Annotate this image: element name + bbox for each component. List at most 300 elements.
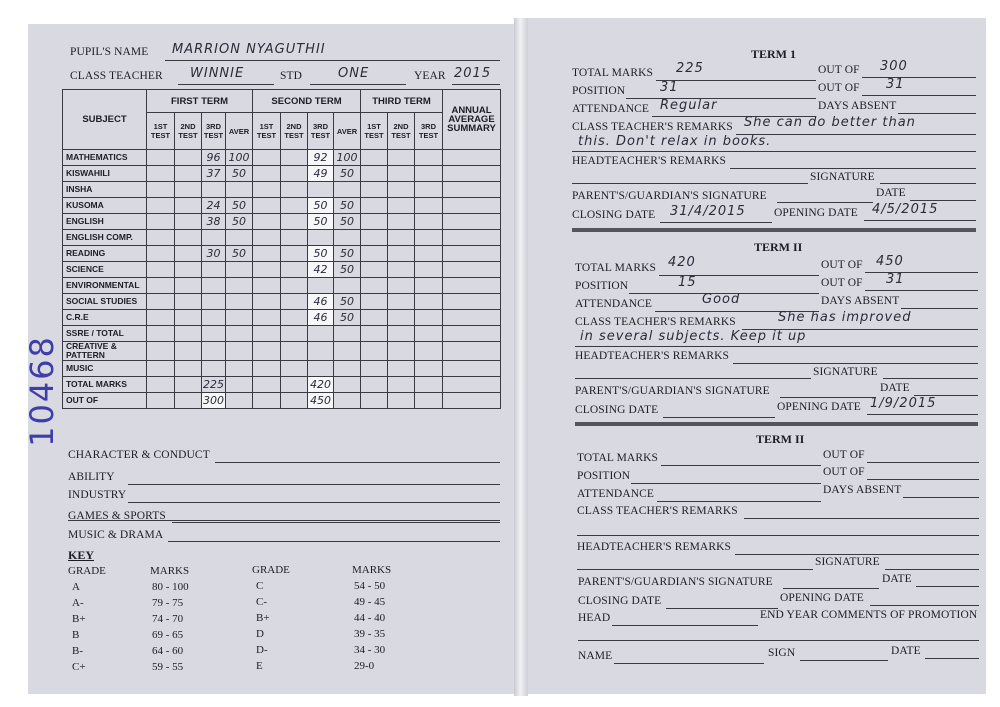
t2-3rd-cell <box>308 342 334 361</box>
subject-cell: MUSIC <box>63 361 147 377</box>
t1-1st-cell <box>147 326 175 342</box>
t1-2nd-cell <box>175 166 202 182</box>
key-grade: B+ <box>72 613 86 625</box>
t1-2nd-cell <box>175 214 202 230</box>
key-marks: 79 - 75 <box>152 597 184 609</box>
name-label: NAME <box>578 650 613 662</box>
ability-label: ABILITY <box>68 471 115 483</box>
annual-average-cell <box>443 198 501 214</box>
t2-3rd-cell: 49 <box>308 166 334 182</box>
key-grade: C- <box>256 596 267 608</box>
t3-2nd-cell <box>388 393 415 409</box>
annual-average-cell <box>443 326 501 342</box>
t2-opening-date-value: 1/9/2015 <box>870 396 937 411</box>
t3-3rd-cell <box>415 230 443 246</box>
t3-1st-cell <box>361 246 388 262</box>
t1-remark-line2 <box>572 151 976 152</box>
t1-total-line <box>656 80 816 81</box>
t2-out-of-label: OUT OF <box>821 259 863 271</box>
t1-2nd-test-header: 2ND TEST <box>175 113 202 150</box>
key-marks: 54 - 50 <box>354 580 386 592</box>
table-row <box>63 361 501 377</box>
ability-line <box>128 484 500 485</box>
t1-1st-cell <box>147 342 175 361</box>
annual-average-cell <box>443 278 501 294</box>
grade-header-left: GRADE <box>68 565 106 577</box>
t2-parent-line <box>780 397 876 398</box>
t2-2nd-cell <box>281 310 308 326</box>
t2-position-value: 15 <box>678 275 697 290</box>
t3-att-line <box>657 501 821 502</box>
t3-total-line <box>661 465 821 466</box>
t2-position-label: POSITION <box>575 280 629 292</box>
t2-3rd-cell <box>308 361 334 377</box>
t2-remarks-line1: She has improved <box>778 310 912 325</box>
name-line <box>614 663 764 664</box>
t2-1st-cell <box>253 262 281 278</box>
table-row <box>63 342 501 361</box>
t1-date-label: DATE <box>876 187 906 199</box>
t1-parent-line <box>777 202 873 203</box>
t1-posout-line <box>862 95 976 96</box>
t1-1st-cell <box>147 278 175 294</box>
t1-1st-cell <box>147 166 175 182</box>
t1-aver-cell <box>226 182 253 198</box>
t2-aver-cell <box>334 361 361 377</box>
t2-3rd-cell: 92 <box>308 150 334 166</box>
head-label: HEAD <box>578 612 611 624</box>
t2-aver-cell: 50 <box>334 166 361 182</box>
table-row <box>63 377 501 393</box>
table-row <box>63 278 501 294</box>
t2-2nd-cell <box>281 166 308 182</box>
t2-2nd-cell <box>281 361 308 377</box>
t3-2nd-cell <box>388 342 415 361</box>
grades-table <box>62 89 501 409</box>
t1-2nd-cell <box>175 326 202 342</box>
t1-1st-cell <box>147 262 175 278</box>
t1-2nd-cell <box>175 377 202 393</box>
marks-header-right: MARKS <box>352 564 392 576</box>
music-line <box>168 541 500 542</box>
annual-average-header: ANNUAL AVERAGE SUMMARY <box>443 90 501 150</box>
t3-2nd-cell <box>388 310 415 326</box>
t3-1st-cell <box>361 166 388 182</box>
t2-outof-line <box>865 272 978 273</box>
marks-header-left: MARKS <box>150 565 190 577</box>
t1-position-line <box>626 98 816 99</box>
industry-label: INDUSTRY <box>68 489 127 501</box>
t1-aver-cell: 100 <box>226 150 253 166</box>
t3-remark-line2 <box>577 535 979 536</box>
t2-3rd-cell: 50 <box>308 246 334 262</box>
t1-3rd-cell <box>202 230 226 246</box>
t1-2nd-cell <box>175 246 202 262</box>
annual-average-cell <box>443 393 501 409</box>
pupil-name-value: MARRION NYAGUTHII <box>172 42 326 57</box>
t3-days-absent-label: DAYS ABSENT <box>823 484 902 496</box>
t1-closing-date-value: 31/4/2015 <box>670 204 746 219</box>
t3-position-label: POSITION <box>577 470 631 482</box>
t3-remark-line1 <box>744 518 979 519</box>
t2-2nd-cell <box>281 377 308 393</box>
class-teacher-value: WINNIE <box>190 66 245 81</box>
t2-closing-date-label: CLOSING DATE <box>575 404 659 416</box>
t2-3rd-cell: 420 <box>308 377 334 393</box>
std-label: STD <box>280 70 303 82</box>
t3-3rd-cell <box>415 182 443 198</box>
t3-3rd-cell <box>415 393 443 409</box>
t2-3rd-cell <box>308 278 334 294</box>
t1-open-line <box>864 220 976 221</box>
t1-aver-cell <box>226 326 253 342</box>
subject-cell: CREATIVE & PATTERN <box>63 342 147 361</box>
table-row <box>63 230 501 246</box>
t1-opening-date-value: 4/5/2015 <box>872 202 939 217</box>
t2-3rd-cell: 50 <box>308 198 334 214</box>
pupil-name-line <box>165 60 500 61</box>
key-marks: 49 - 45 <box>354 596 386 608</box>
t1-opening-date-label: OPENING DATE <box>774 207 858 219</box>
term-3-title: TERM II <box>756 432 805 446</box>
t3-absent-line <box>903 497 979 498</box>
key-marks: 74 - 70 <box>152 613 184 625</box>
t2-attendance-value: Good <box>702 292 741 307</box>
t1-aver-cell <box>226 310 253 326</box>
t3-3rd-cell <box>415 377 443 393</box>
first-term-header: FIRST TERM <box>147 90 253 113</box>
t3-signature-label: SIGNATURE <box>815 556 880 568</box>
subject-cell: C.R.E <box>63 310 147 326</box>
t1-1st-cell <box>147 377 175 393</box>
table-row <box>63 393 501 409</box>
t2-3rd-cell <box>308 230 334 246</box>
subject-cell: OUT OF <box>63 393 147 409</box>
t3-opening-date-label: OPENING DATE <box>780 592 864 604</box>
t3-date-line <box>916 586 979 587</box>
std-line <box>310 84 406 85</box>
t1-headteacher-remarks-label: HEADTEACHER'S REMARKS <box>572 155 727 167</box>
t2-aver-cell: 50 <box>334 246 361 262</box>
t3-2nd-cell <box>388 294 415 310</box>
t2-1st-cell <box>253 198 281 214</box>
music-drama-label: MUSIC & DRAMA <box>68 529 164 541</box>
t3-parent-signature-label: PARENT'S/GUARDIAN'S SIGNATURE <box>578 576 773 588</box>
t2-1st-cell <box>253 326 281 342</box>
year-value: 2015 <box>454 66 492 81</box>
table-row <box>63 198 501 214</box>
t1-2nd-cell <box>175 294 202 310</box>
pupil-name-label: PUPIL'S NAME <box>70 46 149 58</box>
t3-head-line2 <box>577 569 813 570</box>
t2-pos-out-of-label: OUT OF <box>821 277 863 289</box>
subject-cell: TOTAL MARKS <box>63 377 147 393</box>
t1-3rd-test-header: 3RD TEST <box>202 113 226 150</box>
t1-2nd-cell <box>175 262 202 278</box>
t1-class-teacher-remarks-label: CLASS TEACHER'S REMARKS <box>572 121 733 133</box>
t2-remarks-line2: in several subjects. Keep it up <box>580 329 807 344</box>
t2-2nd-cell <box>281 230 308 246</box>
key-marks: 64 - 60 <box>152 645 184 657</box>
t3-2nd-test-header: 2ND TEST <box>388 113 415 150</box>
t1-2nd-cell <box>175 361 202 377</box>
t1-aver-cell: 50 <box>226 246 253 262</box>
t2-1st-cell <box>253 310 281 326</box>
t2-aver-cell: 50 <box>334 214 361 230</box>
std-value: ONE <box>338 66 370 81</box>
t3-3rd-test-header: 3RD TEST <box>415 113 443 150</box>
t2-aver-cell: 50 <box>334 294 361 310</box>
t2-1st-cell <box>253 377 281 393</box>
t1-aver-cell <box>226 361 253 377</box>
key-grade: B <box>72 629 80 641</box>
page-fold <box>514 18 528 696</box>
t2-1st-cell <box>253 230 281 246</box>
t2-2nd-cell <box>281 246 308 262</box>
t2-date-label: DATE <box>880 382 910 394</box>
t1-2nd-cell <box>175 310 202 326</box>
annual-average-cell <box>443 361 501 377</box>
t3-attendance-label: ATTENDANCE <box>577 488 655 500</box>
subject-cell: ENGLISH COMP. <box>63 230 147 246</box>
t3-1st-cell <box>361 150 388 166</box>
t1-1st-cell <box>147 393 175 409</box>
t1-3rd-cell: 300 <box>203 394 224 407</box>
t3-3rd-cell <box>415 150 443 166</box>
annual-average-cell <box>443 214 501 230</box>
table-row <box>63 214 501 230</box>
t1-aver-cell <box>226 377 253 393</box>
t2-aver-cell <box>334 182 361 198</box>
t1-aver-cell <box>226 262 253 278</box>
t3-1st-cell <box>361 182 388 198</box>
t3-3rd-cell <box>415 310 443 326</box>
annual-average-cell <box>443 310 501 326</box>
t2-1st-cell <box>253 182 281 198</box>
t1-1st-cell <box>147 230 175 246</box>
t2-posout-line <box>865 290 978 291</box>
class-teacher-label: CLASS TEACHER <box>70 70 163 82</box>
sign-line <box>800 660 888 661</box>
grade-rows <box>63 150 501 409</box>
subject-header: SUBJECT <box>63 90 147 150</box>
t1-outof-line <box>862 77 976 78</box>
t2-1st-cell <box>253 214 281 230</box>
t1-1st-cell <box>147 294 175 310</box>
t2-2nd-cell <box>281 326 308 342</box>
subject-cell: READING <box>63 246 147 262</box>
t2-close-line <box>663 417 775 418</box>
t2-3rd-cell: 46 <box>308 294 334 310</box>
term-2-title: TERM II <box>754 240 803 254</box>
t2-out-of-value: 450 <box>876 254 904 269</box>
key-marks: 59 - 55 <box>152 661 184 673</box>
t1-3rd-cell <box>202 182 226 198</box>
key-marks: 29-0 <box>354 660 375 672</box>
t1-remarks-line1: She can do better than <box>744 115 916 130</box>
subject-cell: INSHA <box>63 182 147 198</box>
t3-3rd-cell <box>415 262 443 278</box>
annual-average-cell <box>443 262 501 278</box>
t1-remark-line1 <box>736 134 976 135</box>
t1-1st-cell <box>147 150 175 166</box>
end-date-label: DATE <box>891 645 921 657</box>
t2-sig-line <box>883 378 978 379</box>
t3-2nd-cell <box>388 182 415 198</box>
t3-3rd-cell <box>415 361 443 377</box>
t1-sig-line <box>880 183 976 184</box>
t1-3rd-cell <box>202 310 226 326</box>
t1-aver-cell: 50 <box>226 214 253 230</box>
t3-outof-line <box>867 462 979 463</box>
t3-3rd-cell <box>415 166 443 182</box>
t3-position-line <box>631 483 821 484</box>
t3-1st-test-header: 1ST TEST <box>361 113 388 150</box>
annual-average-cell <box>443 166 501 182</box>
t1-attendance-value: Regular <box>660 98 718 113</box>
t2-pos-out-of-value: 31 <box>886 272 905 287</box>
t3-2nd-cell <box>388 166 415 182</box>
t3-1st-cell <box>361 214 388 230</box>
t2-1st-cell <box>253 166 281 182</box>
t3-1st-cell <box>361 294 388 310</box>
t1-aver-header: AVER <box>226 113 253 150</box>
annual-average-cell <box>443 342 501 361</box>
t1-aver-cell: 50 <box>226 198 253 214</box>
t1-attendance-label: ATTENDANCE <box>572 103 650 115</box>
t2-1st-cell <box>253 246 281 262</box>
t1-3rd-cell: 24 <box>202 198 226 214</box>
table-row <box>63 246 501 262</box>
t2-1st-cell <box>253 342 281 361</box>
t2-class-teacher-remarks-label: CLASS TEACHER'S REMARKS <box>575 316 736 328</box>
t1-3rd-cell <box>202 262 226 278</box>
t2-1st-cell <box>253 361 281 377</box>
grade-header-right: GRADE <box>252 564 290 576</box>
table-row <box>63 262 501 278</box>
t1-head-line <box>730 168 976 169</box>
annual-average-cell <box>443 150 501 166</box>
character-line <box>215 462 500 463</box>
t3-out-of-label: OUT OF <box>823 449 865 461</box>
t2-parent-signature-label: PARENT'S/GUARDIAN'S SIGNATURE <box>575 385 770 397</box>
key-grade: B- <box>72 645 83 657</box>
key-marks: 44 - 40 <box>354 612 386 624</box>
t1-total-marks-value: 225 <box>676 61 704 76</box>
t1-3rd-cell: 38 <box>202 214 226 230</box>
t3-1st-cell <box>361 230 388 246</box>
t2-1st-cell <box>253 294 281 310</box>
t1-signature-label: SIGNATURE <box>810 171 875 183</box>
t1-2nd-cell <box>175 230 202 246</box>
term-divider-1 <box>572 228 976 232</box>
key-grade: D- <box>256 644 268 656</box>
key-title: KEY <box>68 548 95 562</box>
table-row <box>63 326 501 342</box>
key-grade: C+ <box>72 661 86 673</box>
t3-1st-cell <box>361 310 388 326</box>
class-teacher-line <box>178 84 274 85</box>
annual-average-cell <box>443 294 501 310</box>
t3-parent-line <box>783 588 879 589</box>
t3-1st-cell <box>361 198 388 214</box>
t3-3rd-cell <box>415 278 443 294</box>
key-grade: B+ <box>256 612 270 624</box>
t1-3rd-cell: 37 <box>202 166 226 182</box>
t3-1st-cell <box>361 377 388 393</box>
t2-3rd-cell <box>308 182 334 198</box>
t1-aver-cell <box>226 342 253 361</box>
t2-2nd-cell <box>281 150 308 166</box>
t1-remarks-line2: this. Don't relax in books. <box>578 134 772 149</box>
t1-1st-cell <box>147 246 175 262</box>
t1-aver-cell <box>226 278 253 294</box>
t2-3rd-cell: 46 <box>308 310 334 326</box>
t1-position-value: 31 <box>660 80 679 95</box>
t1-3rd-cell <box>202 278 226 294</box>
t1-2nd-cell <box>175 198 202 214</box>
t2-2nd-test-header: 2ND TEST <box>281 113 308 150</box>
t1-2nd-cell <box>175 393 202 409</box>
t2-3rd-cell <box>308 326 334 342</box>
t3-head-line <box>735 554 979 555</box>
t1-out-of-value: 300 <box>880 59 908 74</box>
t3-3rd-cell <box>415 214 443 230</box>
serial-number: 10468 <box>22 335 61 447</box>
subject-cell: KISWAHILI <box>63 166 147 182</box>
t1-out-of-label: OUT OF <box>818 64 860 76</box>
t3-3rd-cell <box>415 198 443 214</box>
character-conduct-label: CHARACTER & CONDUCT <box>68 449 210 461</box>
t3-pos-out-of-label: OUT OF <box>823 466 865 478</box>
t3-2nd-cell <box>388 361 415 377</box>
second-term-header: SECOND TERM <box>253 90 361 113</box>
promotion-line <box>578 640 979 641</box>
t2-2nd-cell <box>281 198 308 214</box>
third-term-header: THIRD TERM <box>361 90 443 113</box>
t2-aver-header: AVER <box>334 113 361 150</box>
t1-total-marks-label: TOTAL MARKS <box>572 67 654 79</box>
subject-cell: MATHEMATICS <box>63 150 147 166</box>
t3-total-marks-label: TOTAL MARKS <box>577 452 659 464</box>
t3-1st-cell <box>361 342 388 361</box>
t2-aver-cell: 50 <box>334 310 361 326</box>
t3-date-label: DATE <box>882 573 912 585</box>
t3-2nd-cell <box>388 198 415 214</box>
t2-attendance-label: ATTENDANCE <box>575 298 653 310</box>
t2-aver-cell <box>334 377 361 393</box>
t1-aver-cell <box>226 230 253 246</box>
t2-total-marks-value: 420 <box>668 255 696 270</box>
t2-head-line2 <box>575 378 811 379</box>
table-row <box>63 294 501 310</box>
t1-3rd-cell <box>202 342 226 361</box>
table-row <box>63 182 501 198</box>
t3-posout-line <box>867 479 979 480</box>
t3-open-line <box>870 605 979 606</box>
key-marks: 69 - 65 <box>152 629 184 641</box>
industry-line <box>128 502 500 503</box>
t1-2nd-cell <box>175 150 202 166</box>
t1-2nd-cell <box>175 278 202 294</box>
t2-opening-date-label: OPENING DATE <box>777 401 861 413</box>
t2-3rd-cell: 50 <box>308 214 334 230</box>
annual-average-cell <box>443 377 501 393</box>
key-grade: E <box>256 660 263 672</box>
t3-sig-line <box>885 569 979 570</box>
t1-head-line2 <box>572 183 808 184</box>
t2-2nd-cell <box>281 393 308 409</box>
